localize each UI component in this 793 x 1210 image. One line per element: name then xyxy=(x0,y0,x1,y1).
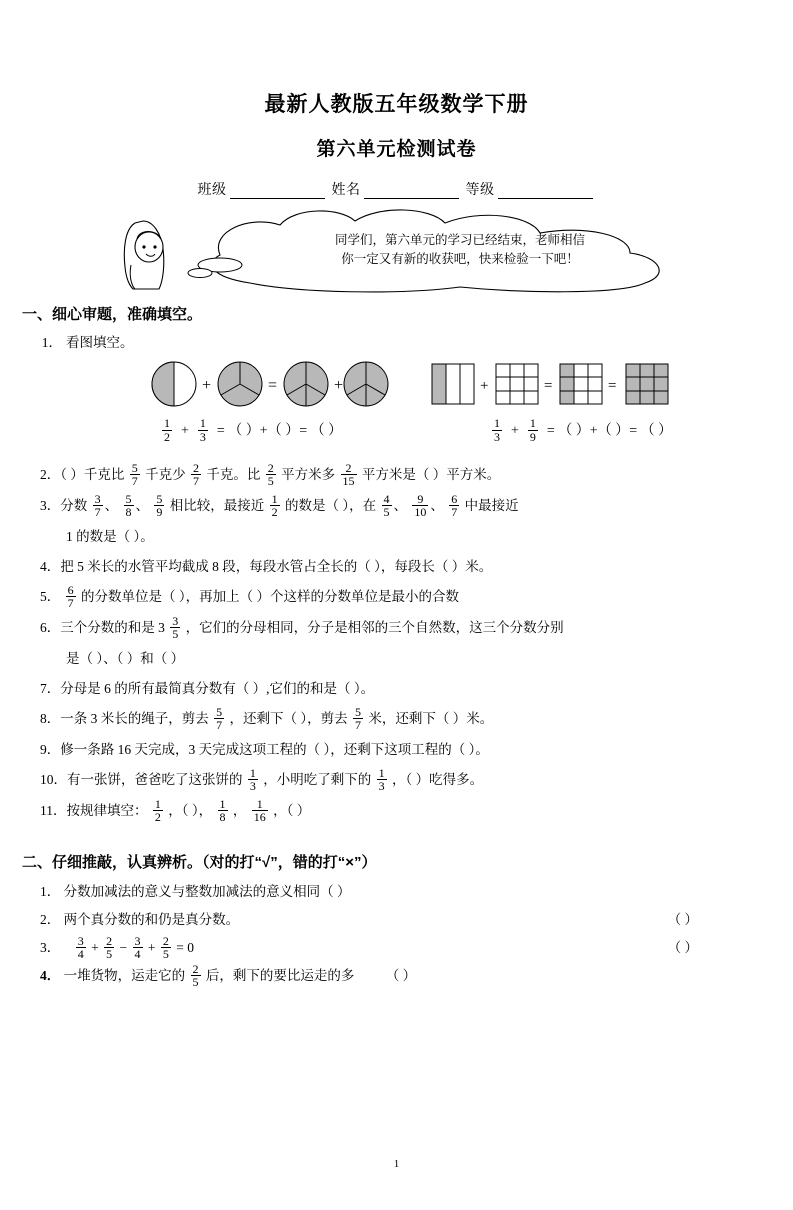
equation-right: $\frac{1}{3}$ + $\frac{1}{9}$ = （ ）+（ ）= （ ） xyxy=(494,416,673,444)
question-6: 6．三个分数的和是 3 $\frac{3}{5}$ ，它们的分母相同，分子是相邻的三个自然数，这三个分数分别 xyxy=(40,613,564,642)
fraction-one-third: $\frac{1}{3}$ xyxy=(199,416,206,444)
banner-line-2: 你一定又有新的收获吧，快来检验一下吧！ xyxy=(341,252,579,266)
question-4: 4．把 5 米长的水管平均截成 8 段，每段水管占全长的（ ），每段长（ ）米。 xyxy=(40,559,493,574)
class-label: 班级 xyxy=(197,183,227,198)
fraction-two-fifths-4: $\frac{2}{5}$ xyxy=(192,961,199,990)
fraction-three-fifths: $\frac{3}{5}$ xyxy=(172,613,179,642)
fraction-two-fifteenths: $\frac{2}{15}$ xyxy=(342,460,355,489)
question-9: 9．修一条路 16 天完成，3 天完成这项工程的（ ），还剩下这项工程的（ ）。 xyxy=(40,742,489,757)
svg-text:=: = xyxy=(268,377,278,394)
tf-item-2 xyxy=(40,906,793,934)
grade-label: 等级 xyxy=(465,183,495,198)
fraction-one-half-4: $\frac{1}{2}$ xyxy=(154,796,161,825)
svg-text:+: + xyxy=(480,378,489,394)
fraction-two-fifths: $\frac{2}{5}$ xyxy=(267,460,274,489)
fraction-six-sevenths-2: $\frac{6}{7}$ xyxy=(67,582,74,611)
section-1-heading: 一、细心审题，准确填空。 xyxy=(22,306,203,323)
tf-2-text: 两个真分数的和仍是真分数。 xyxy=(63,912,240,927)
svg-text:=: = xyxy=(608,378,617,394)
fraction-three-sevenths: $\frac{3}{7}$ xyxy=(94,491,101,520)
fraction-three-quarters-2: $\frac{3}{4}$ xyxy=(134,933,141,962)
fraction-five-ninths: $\frac{5}{9}$ xyxy=(156,491,163,520)
q1-left-answer-blanks[interactable]: = （ ）+（ ）= （ ） xyxy=(216,423,343,439)
fraction-five-sevenths: $\frac{5}{7}$ xyxy=(131,460,138,489)
question-5: 5． $\frac{6}{7}$ 的分数单位是（ ），再加上（ ）个这样的分数单位是最小的合数 xyxy=(40,582,459,611)
student-info-line xyxy=(0,179,793,199)
svg-text:=: = xyxy=(544,378,553,394)
worksheet-page xyxy=(0,88,793,1210)
page-number: 1 xyxy=(393,1158,400,1170)
grade-blank[interactable] xyxy=(498,185,593,199)
fraction-one-half: $\frac{1}{2}$ xyxy=(164,416,170,444)
tf-3-number: 3． xyxy=(40,940,61,955)
fraction-nine-tenths: $\frac{9}{10}$ xyxy=(414,491,427,520)
student-illustration-icon xyxy=(115,215,185,295)
fraction-six-sevenths: $\frac{6}{7}$ xyxy=(451,491,458,520)
svg-text:+: + xyxy=(334,377,344,394)
q1-right-answer-blanks[interactable]: = （ ）+（ ）= （ ） xyxy=(546,423,673,439)
question-1 xyxy=(40,330,793,356)
tf-item-1 xyxy=(40,878,793,906)
q1-text: 看图填空。 xyxy=(66,335,134,350)
fraction-one-sixteenth: $\frac{1}{16}$ xyxy=(253,796,266,825)
tf-4-answer-blank[interactable]: （ ） xyxy=(385,968,417,983)
tf-item-4: 4． 一堆货物，运走它的 $\frac{2}{5}$ 后，剩下的要比运走的多 （ ） xyxy=(40,961,417,990)
page-title: 最新人教版五年级数学下册 xyxy=(264,92,529,116)
fraction-one-third-4: $\frac{1}{3}$ xyxy=(378,765,385,794)
fraction-five-eighths: $\frac{5}{8}$ xyxy=(125,491,132,520)
fraction-three-quarters: $\frac{3}{4}$ xyxy=(77,933,84,962)
fraction-five-sevenths-3: $\frac{5}{7}$ xyxy=(355,704,361,733)
tf-item-3: 3． $\frac{3}{4}$ + $\frac{2}{5}$ − $\frac{3}{4}$ + $\frac{2}{5}$ = 0 （ ） xyxy=(40,933,698,962)
q1-number: 1． xyxy=(41,335,62,350)
fraction-one-half-3: $\frac{1}{2}$ xyxy=(271,491,278,520)
question-3: 3．分数 $\frac{3}{7}$ 、 $\frac{5}{8}$ 、 $\frac{5}{9}$ 相比较，最接近 $\frac{1}{2}$ 的数是（ ），在 $\frac{4}{5}$ 、 $\frac{9}{10}$ 、 $\frac{6}{7}$ 中最接近 xyxy=(40,491,519,520)
tf-2-number: 2． xyxy=(40,912,61,927)
fraction-four-fifths: $\frac{4}{5}$ xyxy=(383,491,390,520)
rectangle-fraction-diagram xyxy=(430,360,680,410)
fraction-two-sevenths: $\frac{2}{7}$ xyxy=(193,460,199,489)
question-10: 10．有一张饼，爸爸吃了这张饼的 $\frac{1}{3}$ ，小明吃了剩下的 $\frac{1}{3}$ ，（ ）吃得多。 xyxy=(40,765,484,794)
banner-text xyxy=(280,231,640,269)
class-blank[interactable] xyxy=(230,185,325,199)
fraction-two-fifths-2: $\frac{2}{5}$ xyxy=(106,933,113,962)
tf-1-number: 1． xyxy=(40,884,61,899)
intro-banner xyxy=(0,205,793,295)
banner-line-1: 同学们，第六单元的学习已经结束，老师相信 xyxy=(334,233,585,247)
page-subtitle: 第六单元检测试卷 xyxy=(316,139,477,160)
question-1-equations xyxy=(60,418,793,458)
fraction-two-fifths-3: $\frac{2}{5}$ xyxy=(162,933,169,962)
tf-3-answer-blank[interactable]: （ ） xyxy=(667,940,698,955)
question-3-cont: 1 的数是（ ）。 xyxy=(66,529,154,544)
question-11: 11．按规律填空： $\frac{1}{2}$ ，（ ）， $\frac{1}{8}$ ， $\frac{1}{16}$ ，（ ） xyxy=(40,796,311,825)
question-7: 7．分母是 6 的所有最简真分数有（ ）,它们的和是（ ）。 xyxy=(40,681,375,696)
fraction-one-third-3: $\frac{1}{3}$ xyxy=(249,765,256,794)
tf-2-answer-blank[interactable]: （ ） xyxy=(667,912,698,927)
question-6-cont: 是（ ）、（ ）和（ ） xyxy=(66,651,185,666)
name-label: 姓名 xyxy=(331,183,361,198)
question-2: 2．（ ）千克比 $\frac{5}{7}$ 千克少 $\frac{2}{7}$ 千克。比 $\frac{2}{5}$ 平方米多 $\frac{2}{15}$ 平方米是（ ）平方米。 xyxy=(40,460,501,489)
name-blank[interactable] xyxy=(364,185,459,199)
question-1-figures xyxy=(0,360,793,418)
fraction-one-eighth: $\frac{1}{8}$ xyxy=(219,796,226,825)
tf-4-number: 4． xyxy=(40,968,61,983)
question-8: 8．一条 3 米长的绳子，剪去 $\frac{5}{7}$ ，还剩下（ ），剪去 $\frac{5}{7}$ 米，还剩下（ ）米。 xyxy=(40,704,494,733)
circle-fraction-diagram xyxy=(150,360,390,410)
section-2-heading: 二、仔细推敲，认真辨析。（对的打“√”，错的打“×”） xyxy=(22,854,377,871)
tf-3-text: = 0 xyxy=(176,940,194,955)
tf-1-text: 分数加减法的意义与整数加减法的意义相同（ ） xyxy=(63,884,351,899)
fraction-one-third-2: $\frac{1}{3}$ xyxy=(494,416,500,444)
fraction-five-sevenths-2: $\frac{5}{7}$ xyxy=(216,704,223,733)
equation-left: $\frac{1}{2}$ + $\frac{1}{3}$ = （ ）+（ ）= （ ） xyxy=(164,416,343,444)
svg-text:+: + xyxy=(202,377,212,394)
fraction-one-ninth: $\frac{1}{9}$ xyxy=(529,416,536,444)
